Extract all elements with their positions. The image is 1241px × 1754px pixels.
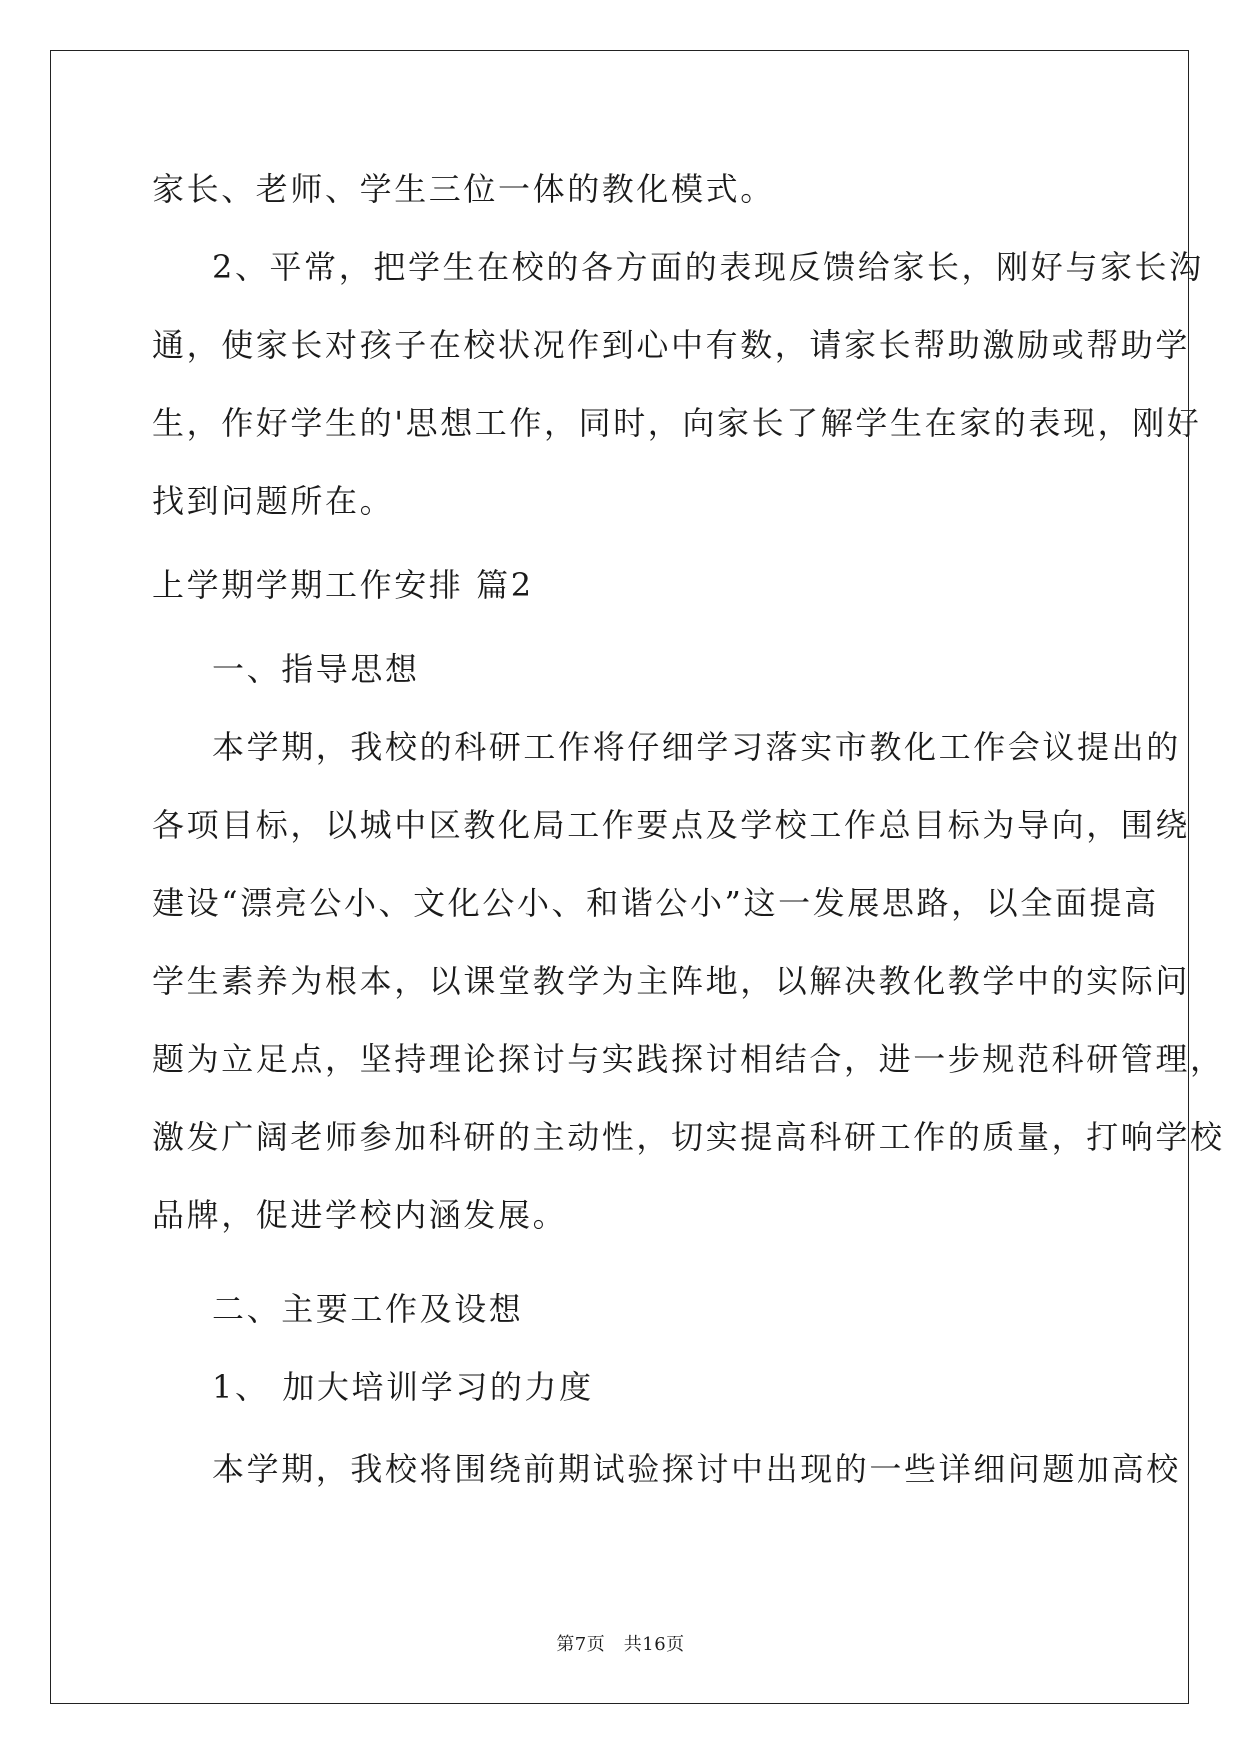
paragraph-line: 学生素养为根本，以课堂教学为主阵地，以解决教化教学中的实际问 bbox=[152, 962, 1191, 1000]
paragraph-line: 找到问题所在。 bbox=[152, 482, 395, 520]
section-title: 上学期学期工作安排 篇2 bbox=[152, 566, 534, 604]
paragraph-line: 各项目标，以城中区教化局工作要点及学校工作总目标为导向，围绕 bbox=[152, 806, 1191, 844]
paragraph-line: 题为立足点，坚持理论探讨与实践探讨相结合，进一步规范科研管理， bbox=[152, 1040, 1225, 1078]
paragraph-line: 家长、老师、学生三位一体的教化模式。 bbox=[152, 170, 775, 208]
paragraph-line: 品牌，促进学校内涵发展。 bbox=[152, 1196, 568, 1234]
paragraph-line: 本学期，我校的科研工作将仔细学习落实市教化工作会议提出的 bbox=[212, 728, 1181, 766]
page-number-footer: 第7页 共16页 bbox=[556, 1634, 685, 1655]
paragraph-line: 2、平常，把学生在校的各方面的表现反馈给家长，刚好与家长沟 bbox=[212, 248, 1204, 286]
heading-main-work: 二、主要工作及设想 bbox=[212, 1290, 524, 1328]
subheading-training: 1、 加大培训学习的力度 bbox=[212, 1368, 594, 1406]
paragraph-line: 建设“漂亮公小、文化公小、和谐公小”这一发展思路，以全面提高 bbox=[152, 884, 1159, 922]
paragraph-line: 本学期，我校将围绕前期试验探讨中出现的一些详细问题加高校 bbox=[212, 1450, 1181, 1488]
paragraph-line: 生，作好学生的'思想工作，同时，向家长了解学生在家的表现，刚好 bbox=[152, 404, 1202, 442]
paragraph-line: 激发广阔老师参加科研的主动性，切实提高科研工作的质量，打响学校 bbox=[152, 1118, 1225, 1156]
heading-guiding-thought: 一、指导思想 bbox=[212, 650, 420, 688]
paragraph-line: 通，使家长对孩子在校状况作到心中有数，请家长帮助激励或帮助学 bbox=[152, 326, 1191, 364]
